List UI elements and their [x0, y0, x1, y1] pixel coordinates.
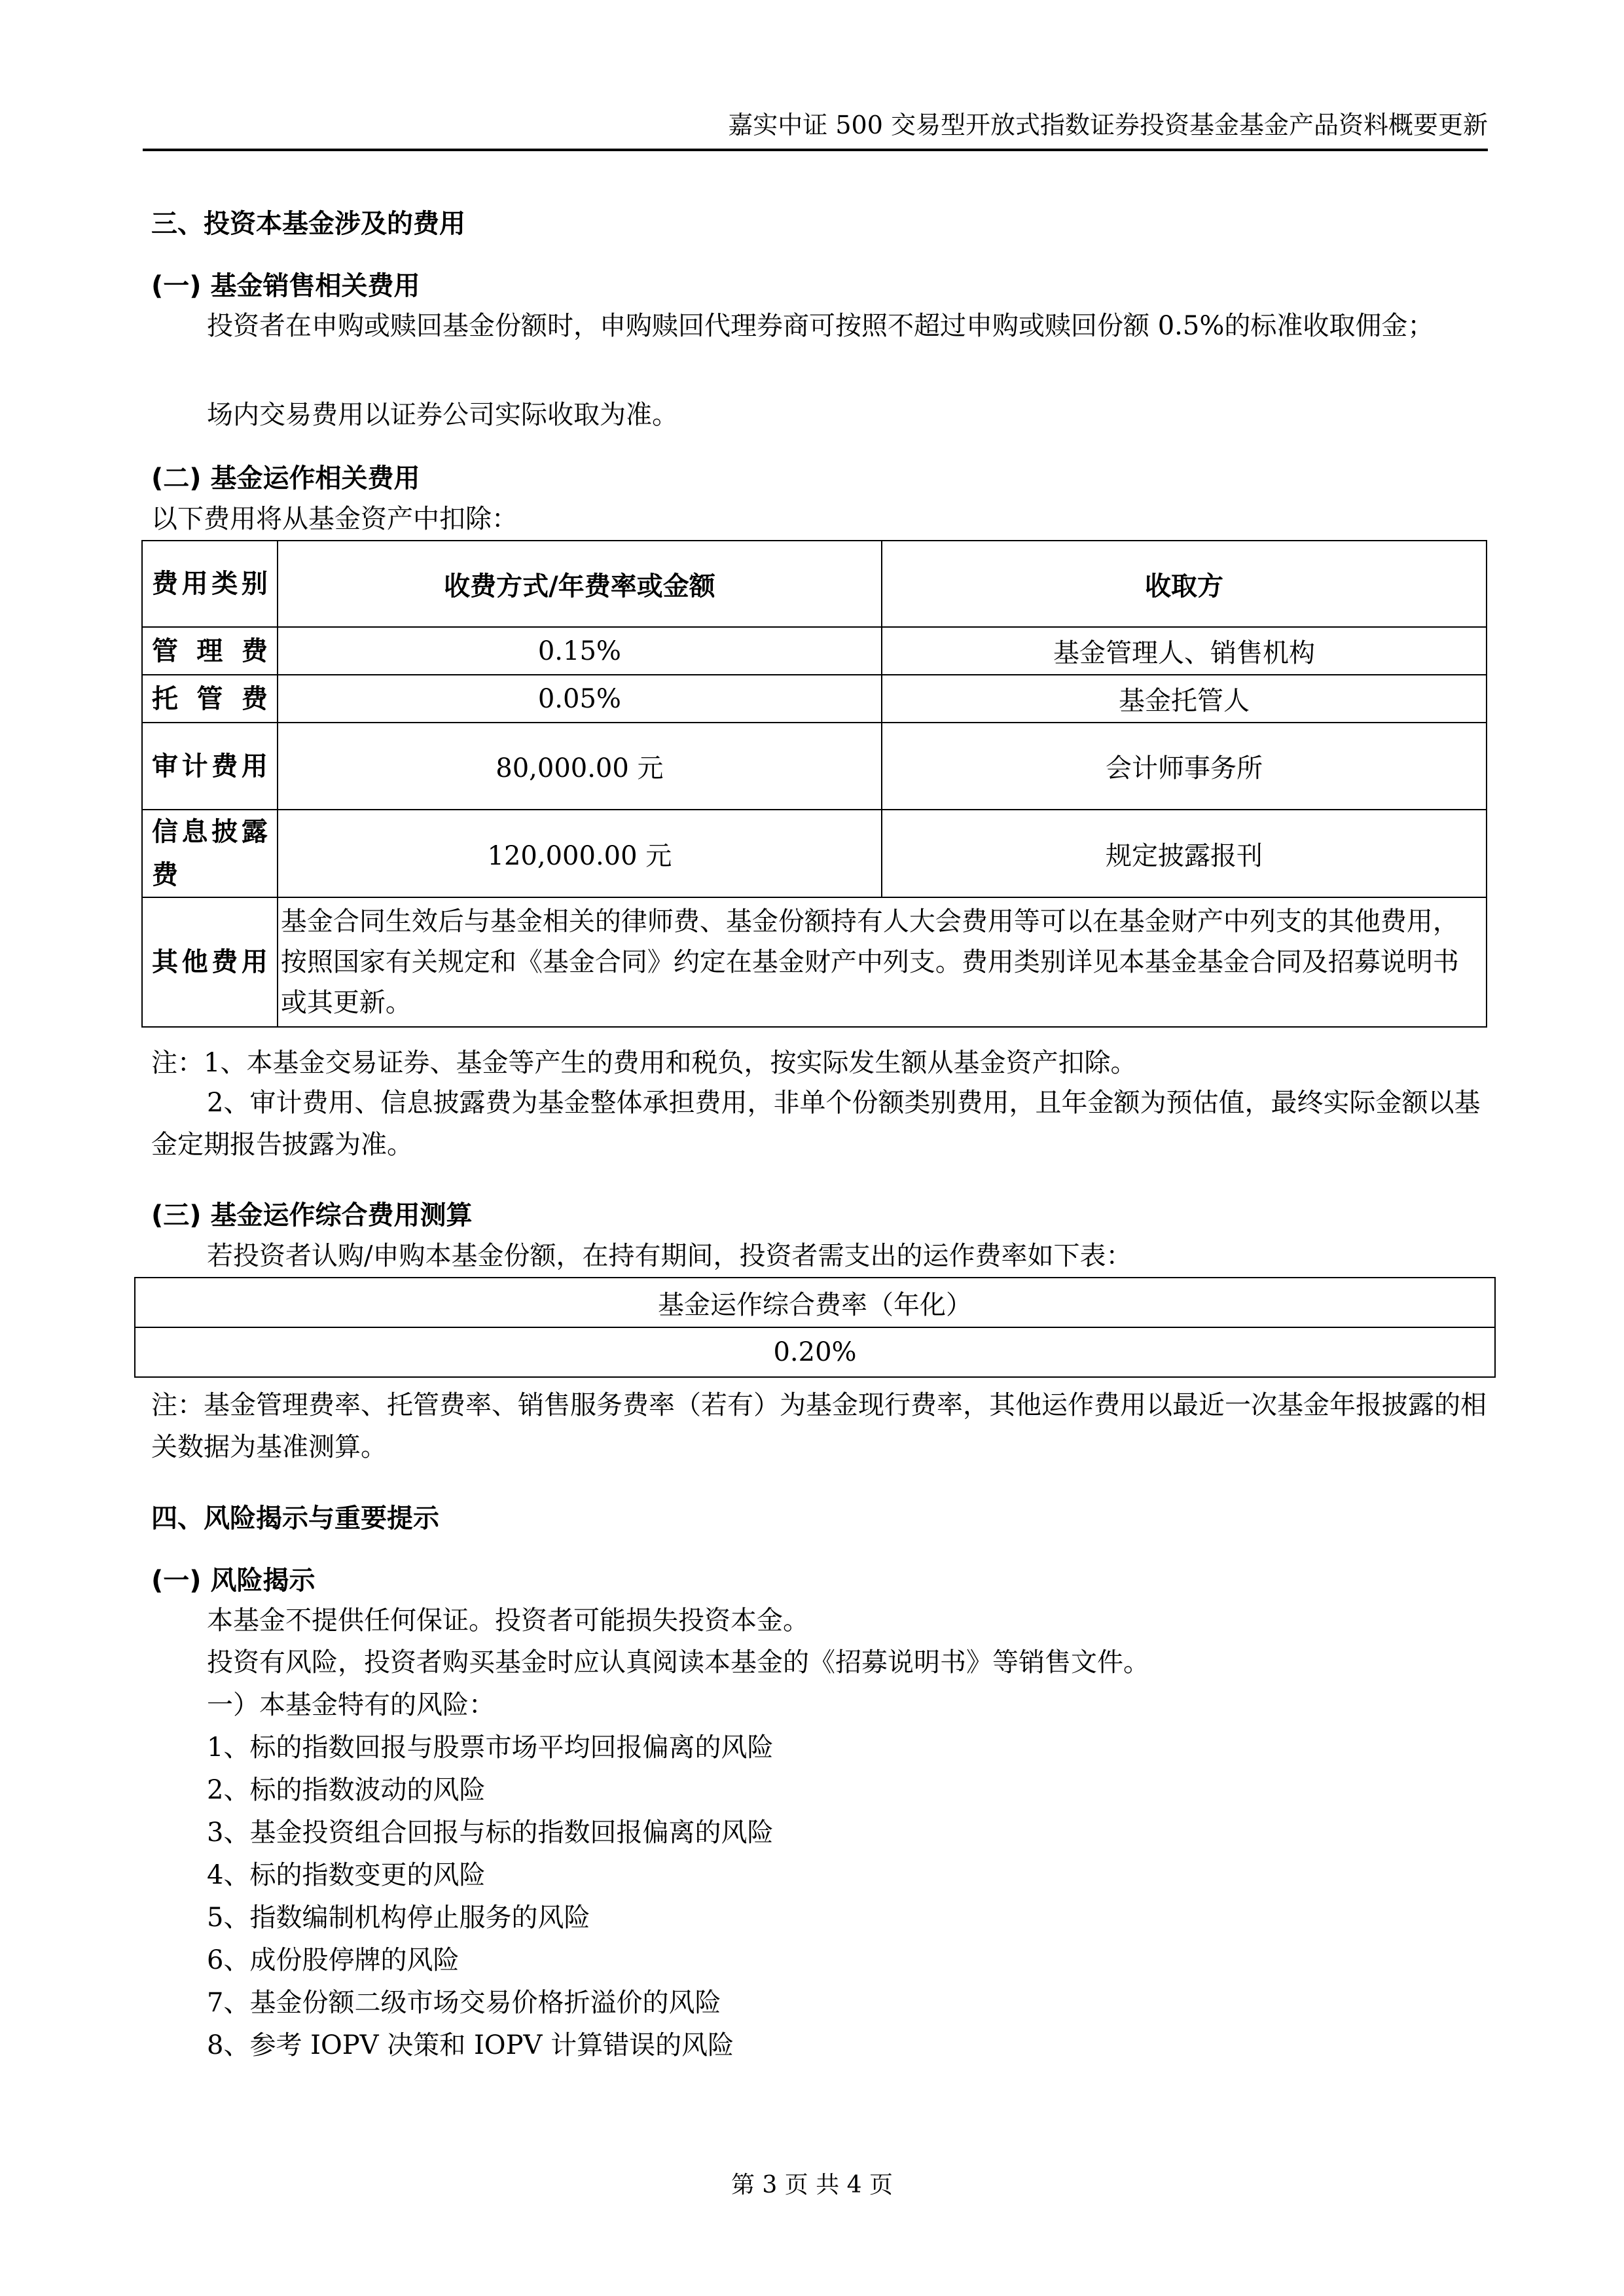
table-row	[142, 675, 1487, 723]
fee-category: 托管费	[142, 675, 278, 723]
fee-category: 其他费用	[142, 897, 278, 1027]
header-rule	[143, 149, 1488, 151]
fee-rate: 80,000.00 元	[278, 723, 882, 810]
list-item: 3、基金投资组合回报与标的指数回报偏离的风险	[207, 1818, 774, 1848]
fee-rate: 0.15%	[278, 627, 882, 675]
fee-category: 审计费用	[142, 723, 278, 810]
list-item: 2、标的指数波动的风险	[207, 1775, 486, 1805]
other-fees-description: 基金合同生效后与基金相关的律师费、基金份额持有人大会费用等可以在基金财产中列支的其他费用，按照国家有关规定和《基金合同》约定在基金财产中列支。费用类别详见本基金基金合同及招募说明书或其更新。	[278, 897, 1487, 1027]
table-row	[142, 627, 1487, 675]
total-fee-table	[134, 1277, 1496, 1378]
fee-payee: 基金托管人	[882, 675, 1487, 723]
total-fee-header: 基金运作综合费率（年化）	[135, 1278, 1495, 1327]
table-row	[135, 1327, 1495, 1377]
sub2-intro: 以下费用将从基金资产中扣除：	[151, 504, 518, 534]
table-row	[135, 1278, 1495, 1327]
running-header: 嘉实中证 500 交易型开放式指数证券投资基金基金产品资料概要更新	[728, 111, 1488, 139]
page-number: 第 3 页 共 4 页	[731, 2172, 893, 2198]
sub1-paragraph-1: 投资者在申购或赎回基金份额时，申购赎回代理券商可按照不超过申购或赎回份额 0.5%的标准收取佣金；	[207, 311, 1434, 341]
risk-paragraph-2: 投资有风险，投资者购买基金时应认真阅读本基金的《招募说明书》等销售文件。	[207, 1647, 1149, 1677]
list-item: 4、标的指数变更的风险	[207, 1860, 486, 1890]
fee-table-header-rate: 收费方式/年费率或金额	[278, 541, 882, 627]
total-fee-note: 注：基金管理费率、托管费率、销售服务费率（若有）为基金现行费率，其他运作费用以最近一次基金年报披露的相关数据为基准测算。	[151, 1390, 1487, 1462]
sub1-paragraph-2: 场内交易费用以证券公司实际收取为准。	[207, 400, 678, 430]
list-item: 1、标的指数回报与股票市场平均回报偏离的风险	[207, 1732, 774, 1763]
sub3-title: (三) 基金运作综合费用测算	[151, 1200, 473, 1230]
list-item: 6、成份股停牌的风险	[207, 1945, 460, 1975]
fee-note-2: 2、审计费用、信息披露费为基金整体承担费用，非单个份额类别费用，且年金额为预估值，最终实际金额以基金定期报告披露为准。	[151, 1088, 1481, 1160]
total-fee-value: 0.20%	[135, 1327, 1495, 1377]
fee-table-header-category: 费用类别	[142, 541, 278, 627]
list-item: 7、基金份额二级市场交易价格折溢价的风险	[207, 1988, 721, 2018]
table-row-other-fees	[142, 897, 1487, 1027]
fee-table-header-payee: 收取方	[882, 541, 1487, 627]
risk-paragraph-3: 一）本基金特有的风险：	[207, 1690, 495, 1720]
fee-table-header-row	[142, 541, 1487, 627]
list-item: 5、指数编制机构停止服务的风险	[207, 1903, 590, 1933]
fee-payee: 规定披露报刊	[882, 810, 1487, 897]
section4-title: 四、风险揭示与重要提示	[151, 1503, 439, 1534]
fee-category: 管理费	[142, 627, 278, 675]
section3-title: 三、投资本基金涉及的费用	[151, 209, 465, 239]
fee-payee: 会计师事务所	[882, 723, 1487, 810]
list-item: 8、参考 IOPV 决策和 IOPV 计算错误的风险	[207, 2030, 734, 2060]
fee-table	[141, 540, 1487, 1028]
fee-rate: 0.05%	[278, 675, 882, 723]
table-row	[142, 723, 1487, 810]
risk-paragraph-1: 本基金不提供任何保证。投资者可能损失投资本金。	[207, 1605, 809, 1636]
fee-category: 信息披露费	[142, 810, 278, 897]
fee-rate: 120,000.00 元	[278, 810, 882, 897]
fee-payee: 基金管理人、销售机构	[882, 627, 1487, 675]
fee-note-1: 注：1、本基金交易证券、基金等产生的费用和税负，按实际发生额从基金资产扣除。	[151, 1048, 1137, 1078]
sub3-intro: 若投资者认购/申购本基金份额，在持有期间，投资者需支出的运作费率如下表：	[207, 1241, 1132, 1271]
sub1-title: (一) 基金销售相关费用	[151, 271, 420, 301]
risk-sub1-title: (一) 风险揭示	[151, 1566, 316, 1596]
table-row	[142, 810, 1487, 897]
sub2-title: (二) 基金运作相关费用	[151, 463, 420, 493]
